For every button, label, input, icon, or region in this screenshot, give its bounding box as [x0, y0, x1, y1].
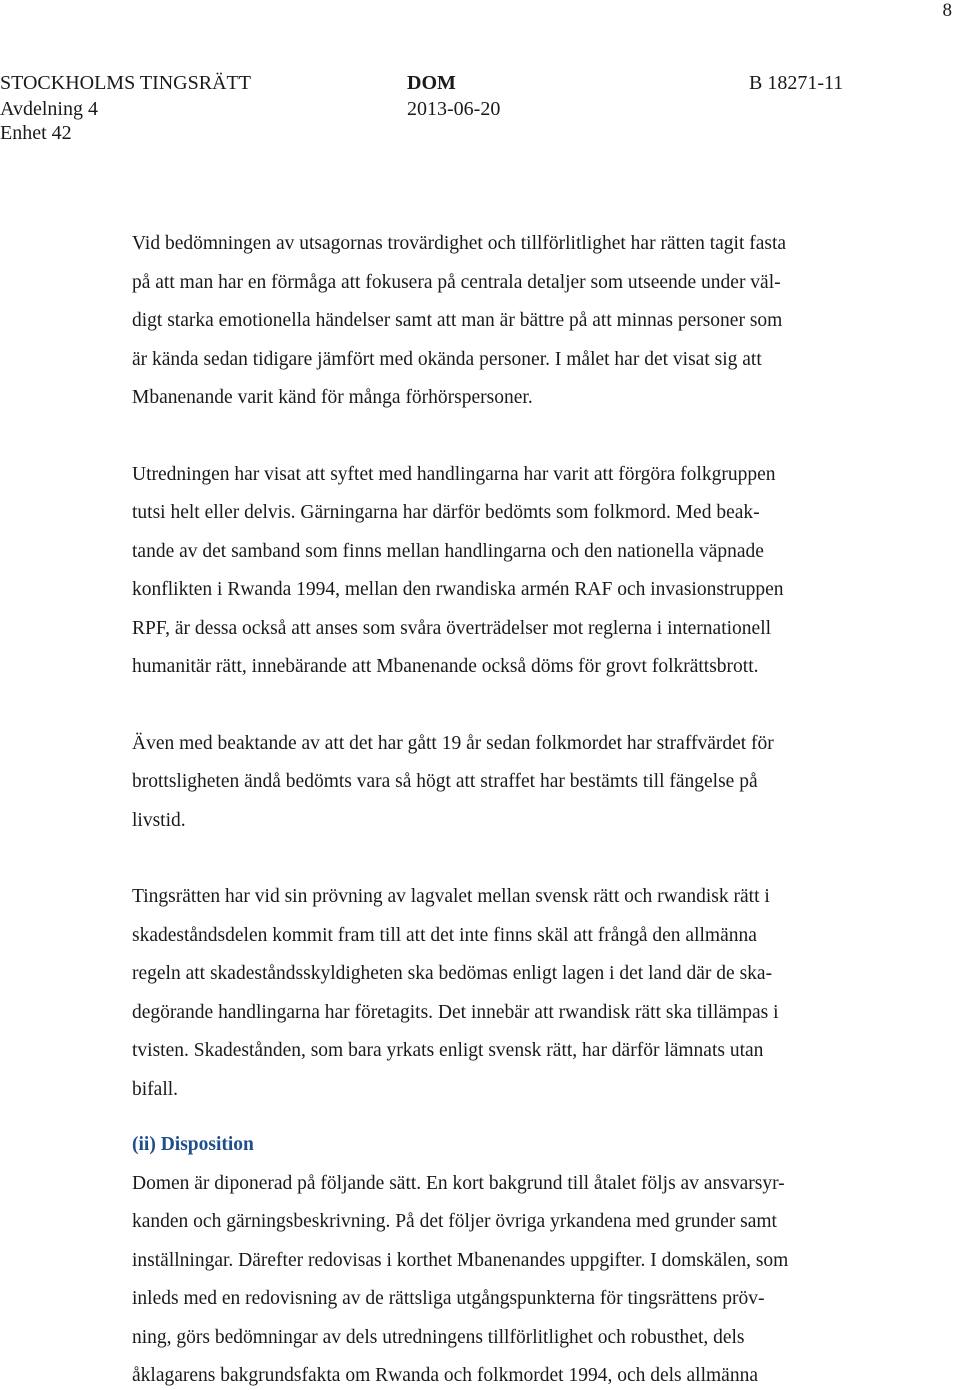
- document-body: [132, 225, 892, 1390]
- page-number: 8: [942, 0, 952, 21]
- paragraph-line: skadeståndsdelen kommit fram till att det inte finns skäl att frångå den allmänna: [132, 924, 757, 946]
- paragraph-line: regeln att skadeståndsskyldigheten ska bedömas enligt lagen i det land där de ska-: [132, 963, 773, 984]
- section-heading: (ii) Disposition: [132, 1134, 254, 1155]
- paragraph-line: konflikten i Rwanda 1994, mellan den rwandiska armén RAF och invasionstruppen: [132, 579, 784, 600]
- paragraph-line: bifall.: [132, 1078, 179, 1100]
- paragraph-line: åklagarens bakgrundsfakta om Rwanda och folkmordet 1994, och dels allmänna: [132, 1365, 758, 1386]
- paragraph-line: humanitär rätt, innebärande att Mbanenande också döms för grovt folkrättsbrott.: [132, 656, 759, 677]
- paragraph-line: livstid.: [132, 809, 186, 831]
- paragraph-line: inleds med en redovisning av de rättsliga utgångspunkterna för tingsrättens pröv-: [132, 1288, 765, 1309]
- paragraph-line: Även med beaktande av att det har gått 19 år sedan folkmordet har straffvärdet för: [132, 732, 774, 754]
- paragraph-credibility: [132, 225, 892, 418]
- paragraph-gap: [132, 687, 892, 725]
- document-date: 2013-06-20: [407, 98, 501, 120]
- paragraph-line: brottsligheten ändå bedömts vara så högt att straffet har bestämts till fängelse på: [132, 771, 758, 792]
- paragraph-damages: [132, 878, 892, 1109]
- document-type: DOM: [407, 72, 456, 94]
- paragraph-line: Vid bedömningen av utsagornas trovärdighet och tillförlitlighet har rätten tagit fasta: [132, 233, 787, 254]
- paragraph-line: tutsi helt eller delvis. Gärningarna har därför bedömts som folkmord. Med beak-: [132, 502, 760, 523]
- unit: Enhet 42: [0, 122, 72, 144]
- paragraph-line: Tingsrätten har vid sin prövning av lagvalet mellan svensk rätt och rwandisk rätt i: [132, 886, 770, 907]
- paragraph-disposition: [132, 1165, 892, 1390]
- paragraph-line: tande av det samband som finns mellan handlingarna och den nationella väpnade: [132, 540, 764, 562]
- paragraph-line: digt starka emotionella händelser samt att man är bättre på att minnas personer som: [132, 310, 783, 331]
- paragraph-line: tvisten. Skadestånden, som bara yrkats enligt svensk rätt, har därför lämnats utan: [132, 1040, 764, 1061]
- paragraph-gap: [132, 1109, 892, 1126]
- paragraph-line: degörande handlingarna har företagits. Det innebär att rwandisk rätt ska tillämpas i: [132, 1001, 779, 1023]
- paragraph-line: kanden och gärningsbeskrivning. På det följer övriga yrkandena med grunder samt: [132, 1211, 777, 1232]
- paragraph-line: Utredningen har visat att syftet med handlingarna har varit att förgöra folkgruppen: [132, 463, 776, 485]
- paragraph-line: Mbanenande varit känd för många förhörspersoner.: [132, 387, 533, 408]
- paragraph-sentence: [132, 725, 892, 841]
- paragraph-gap: [132, 840, 892, 878]
- paragraph-line: Domen är diponerad på följande sätt. En kort bakgrund till åtalet följs av ansvarsyr-: [132, 1172, 785, 1194]
- paragraph-line: ning, görs bedömningar av dels utredningens tillförlitlighet och robusthet, dels: [132, 1326, 745, 1348]
- paragraph-line: RPF, är dessa också att anses som svåra överträdelser mot reglerna i internationell: [132, 617, 772, 639]
- paragraph-line: är kända sedan tidigare jämfört med okända personer. I målet har det visat sig att: [132, 348, 762, 370]
- case-number: B 18271-11: [749, 72, 844, 94]
- department: Avdelning 4: [0, 98, 98, 120]
- court-name: STOCKHOLMS TINGSRÄTT: [0, 72, 251, 94]
- paragraph-genocide: [132, 456, 892, 687]
- paragraph-line: inställningar. Därefter redovisas i korthet Mbanenandes uppgifter. I domskälen, som: [132, 1249, 789, 1271]
- paragraph-line: på att man har en förmåga att fokusera på centrala detaljer som utseende under väl-: [132, 271, 781, 293]
- paragraph-gap: [132, 418, 892, 456]
